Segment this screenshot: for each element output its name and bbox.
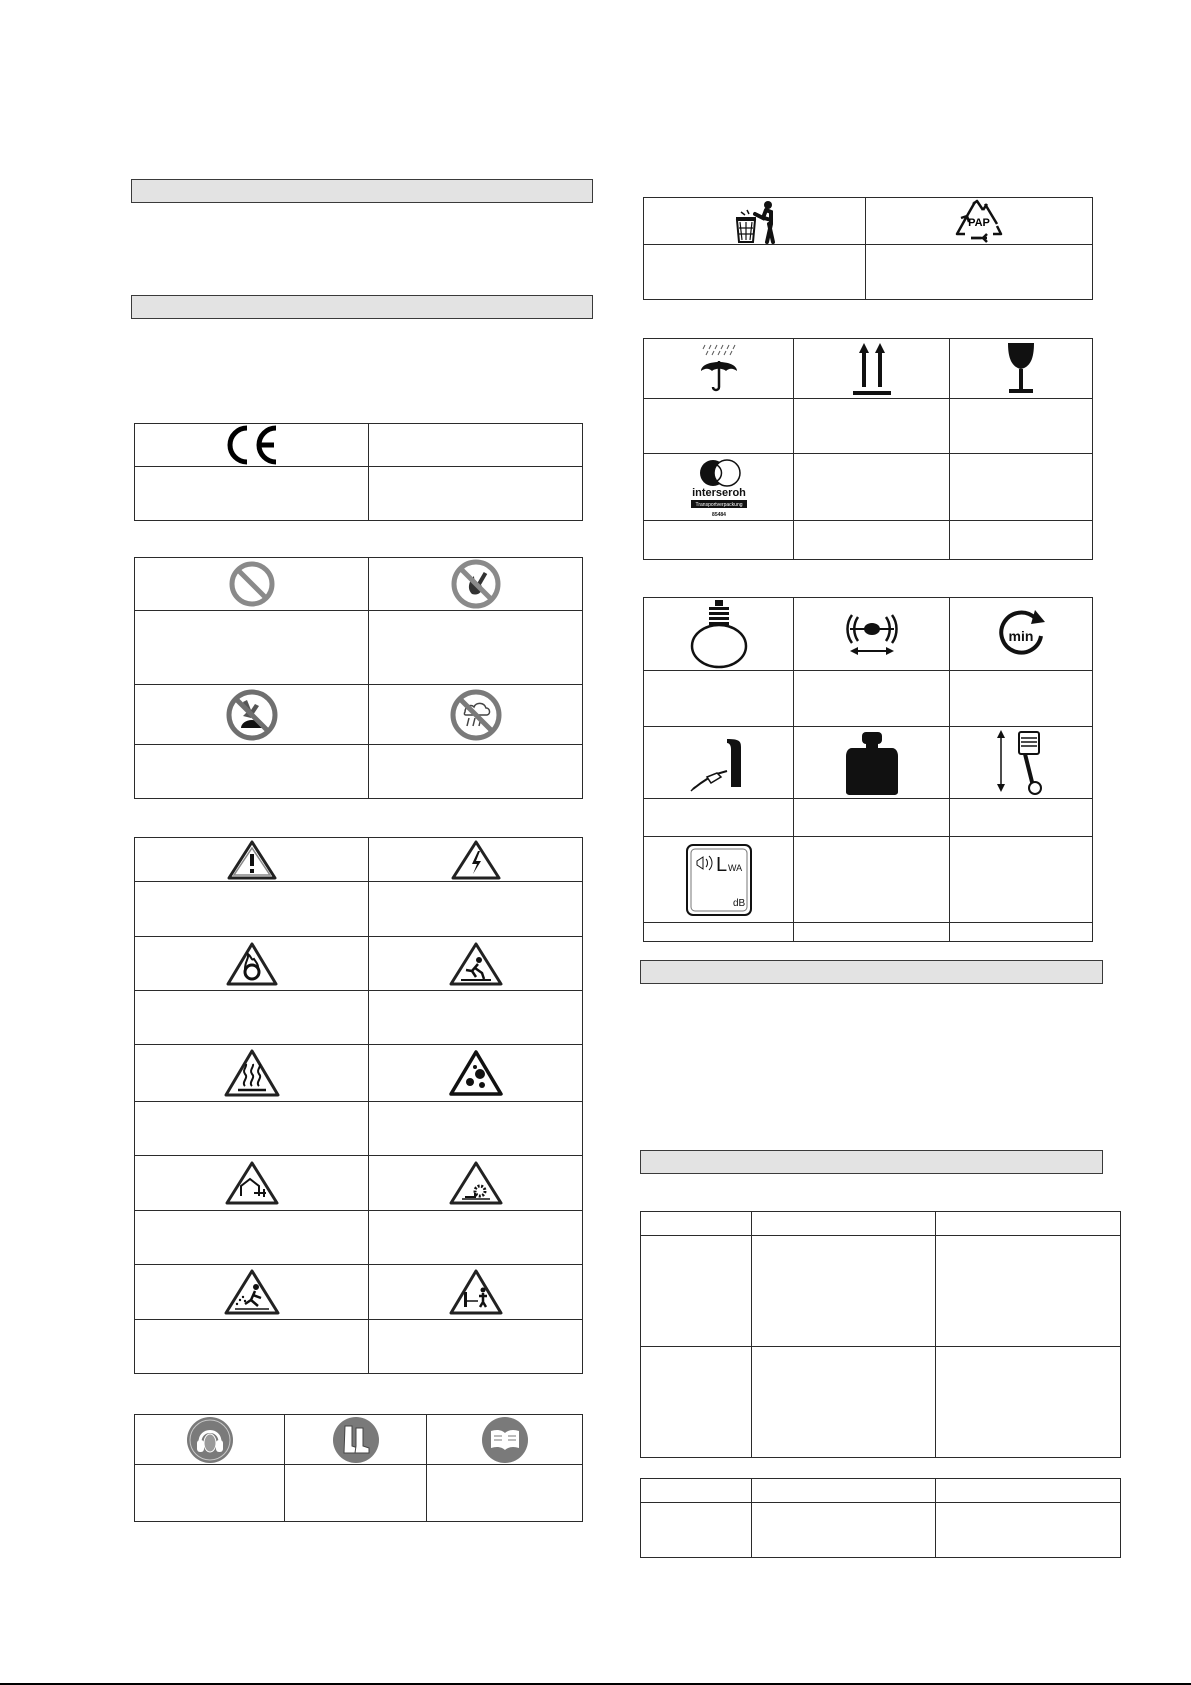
table-cell <box>936 1236 1121 1347</box>
table-cell <box>135 882 369 937</box>
interseroh-code: 85484 <box>711 512 726 518</box>
table-cell <box>950 521 1093 560</box>
table-cell <box>135 1320 369 1374</box>
table-cell <box>427 1465 583 1522</box>
table-cell <box>369 991 583 1045</box>
keep-distance-warning-icon <box>448 1268 504 1316</box>
general-prohibition-icon <box>228 560 276 608</box>
rotating-parts-warning-icon <box>448 1160 504 1206</box>
table-cell <box>135 1211 369 1265</box>
table-cell <box>794 454 950 521</box>
ear-protection-icon <box>186 1416 234 1464</box>
keep-away-from-building-warning-icon <box>224 1160 280 1206</box>
table-cell <box>369 1265 583 1320</box>
min-label: min <box>1008 628 1034 644</box>
table-cell <box>950 923 1093 942</box>
ce-mark-cell <box>135 424 369 467</box>
table-header-cell <box>752 1212 936 1236</box>
table-cell <box>135 1415 285 1465</box>
electric-voltage-warning-icon <box>450 839 502 881</box>
table-cell <box>866 198 1093 245</box>
interseroh-brand: interseroh <box>691 487 746 499</box>
pap-recycling-icon <box>953 198 1005 244</box>
table-cell <box>644 245 866 300</box>
vibration-amplitude-icon <box>842 609 902 659</box>
keep-dry-icon <box>695 343 743 395</box>
table-cell <box>950 727 1093 799</box>
table-cell <box>644 923 794 942</box>
table-cell <box>369 745 583 799</box>
table-cell <box>135 1156 369 1211</box>
table-cell <box>369 1320 583 1374</box>
falling-objects-warning-icon <box>448 1049 504 1097</box>
slip-hazard-warning-icon <box>448 941 504 987</box>
table-cell <box>644 454 794 521</box>
table-cell <box>427 1415 583 1465</box>
fuel-tank-icon <box>689 598 749 670</box>
table-cell <box>369 1045 583 1102</box>
hot-surface-warning-icon <box>223 1048 281 1098</box>
lwa-subscript: WA <box>727 862 742 873</box>
table-cell <box>369 1156 583 1211</box>
fuel-nozzle-icon <box>687 731 751 795</box>
this-way-up-icon <box>850 341 894 397</box>
table-cell <box>369 882 583 937</box>
table-cell <box>794 521 950 560</box>
table-cell <box>369 424 583 467</box>
table-cell <box>135 467 369 521</box>
table-cell <box>369 558 583 611</box>
rotation-speed-icon <box>993 606 1049 662</box>
warning-signs-table <box>134 837 583 1374</box>
table-cell <box>866 245 1093 300</box>
table-cell <box>752 1347 936 1458</box>
do-not-touch-icon <box>225 688 279 742</box>
specification-table <box>640 1478 1121 1558</box>
table-cell <box>794 799 950 837</box>
interseroh-logo <box>687 455 751 519</box>
technical-symbols-table <box>643 597 1093 942</box>
table-cell <box>135 611 369 685</box>
table-header-cell <box>641 1212 752 1236</box>
table-cell <box>950 799 1093 837</box>
table-cell <box>644 399 794 454</box>
table-cell <box>644 671 794 727</box>
table-cell <box>936 1503 1121 1558</box>
packaging-table <box>643 338 1093 560</box>
ce-table <box>134 423 583 521</box>
table-cell <box>644 598 794 671</box>
table-cell <box>644 799 794 837</box>
no-wet-conditions-icon <box>449 688 503 742</box>
table-cell <box>135 937 369 991</box>
ejected-particles-warning-icon <box>223 1268 281 1316</box>
db-label: dB <box>732 897 745 909</box>
table-cell <box>794 671 950 727</box>
table-header-cell <box>752 1479 936 1503</box>
table-cell <box>135 558 369 611</box>
table-cell <box>285 1415 427 1465</box>
table-cell <box>641 1347 752 1458</box>
interseroh-banner: Transportverpackung <box>694 502 743 508</box>
table-cell <box>950 598 1093 671</box>
section-header-bar <box>640 1150 1103 1174</box>
table-cell <box>794 598 950 671</box>
oxidizing-substances-warning-icon <box>225 941 279 987</box>
prohibition-signs-table <box>134 557 583 799</box>
table-cell <box>369 838 583 882</box>
table-cell <box>936 1347 1121 1458</box>
table-cell <box>369 467 583 521</box>
pap-label: PAP <box>968 217 990 229</box>
table-header-cell <box>936 1212 1121 1236</box>
sound-power-level-icon <box>685 843 753 917</box>
general-warning-icon <box>226 839 278 881</box>
section-header-bar <box>640 960 1103 984</box>
piston-stroke-icon <box>989 728 1053 798</box>
table-cell <box>644 198 866 245</box>
table-cell <box>135 1102 369 1156</box>
table-cell <box>135 1045 369 1102</box>
table-cell <box>369 611 583 685</box>
lwa-label: L <box>715 853 727 876</box>
weight-icon <box>842 730 902 796</box>
table-cell <box>135 745 369 799</box>
table-cell <box>950 454 1093 521</box>
table-header-cell <box>936 1479 1121 1503</box>
table-cell <box>644 727 794 799</box>
table-cell <box>752 1236 936 1347</box>
table-cell <box>950 339 1093 399</box>
table-cell <box>644 521 794 560</box>
table-cell <box>644 339 794 399</box>
table-cell <box>285 1465 427 1522</box>
table-cell <box>950 671 1093 727</box>
table-cell <box>794 727 950 799</box>
table-cell <box>794 399 950 454</box>
table-cell <box>135 1265 369 1320</box>
table-cell <box>644 837 794 923</box>
safety-boots-icon <box>332 1416 380 1464</box>
table-cell <box>794 923 950 942</box>
table-cell <box>135 991 369 1045</box>
table-cell <box>135 685 369 745</box>
table-cell <box>369 1211 583 1265</box>
disposal-table <box>643 197 1093 300</box>
fragile-icon <box>1004 341 1038 397</box>
table-header-cell <box>641 1479 752 1503</box>
section-header-bar <box>131 295 593 319</box>
table-cell <box>641 1503 752 1558</box>
no-open-flame-icon <box>450 558 502 610</box>
table-cell <box>950 837 1093 923</box>
table-cell <box>369 937 583 991</box>
table-cell <box>135 838 369 882</box>
table-cell <box>794 837 950 923</box>
table-cell <box>369 685 583 745</box>
table-cell <box>752 1503 936 1558</box>
read-manual-icon <box>481 1416 529 1464</box>
table-cell <box>369 1102 583 1156</box>
specification-table <box>640 1211 1121 1458</box>
section-header-bar <box>131 179 593 203</box>
table-cell <box>135 1465 285 1522</box>
table-cell <box>641 1236 752 1347</box>
ce-mark-icon <box>222 424 282 466</box>
no-household-waste-icon <box>733 198 777 244</box>
table-cell <box>950 399 1093 454</box>
mandatory-signs-table <box>134 1414 583 1522</box>
table-cell <box>794 339 950 399</box>
